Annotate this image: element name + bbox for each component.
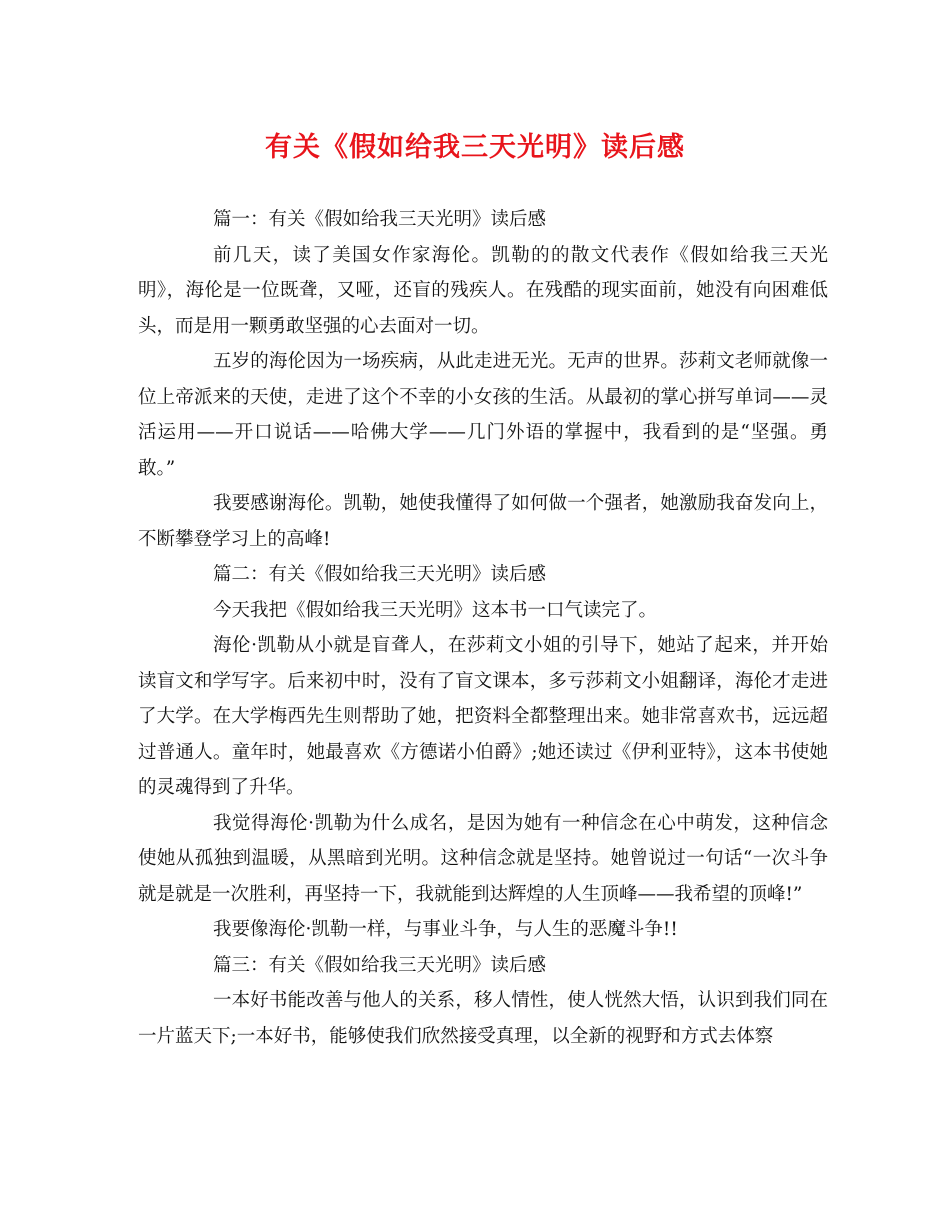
- section-heading-3: 篇三：有关《假如给我三天光明》读后感: [213, 954, 547, 976]
- paragraph: 我要感谢海伦。凯勒，她使我懂得了如何做一个强者，她激励我奋发向上，不断攀登学习上的高峰!: [138, 493, 828, 550]
- document-title: 有关《假如给我三天光明》读后感: [265, 132, 685, 163]
- paragraph: 今天我把《假如给我三天光明》这本书一口气读完了。: [213, 599, 658, 621]
- paragraph: 海伦·凯勒从小就是盲聋人，在莎莉文小姐的引导下，她站了起来，并开始读盲文和学写字。后来初中时，没有了盲文课本，多亏莎莉文小姐翻译，海伦才走进了大学。在大学梅西先生则帮助了她，把资料全都整理出来。她非常喜欢书，远远超过普通人。童年时，她最喜欢《方德诺小伯爵》;她还读过《伊利亚特》，这本书使她的灵魂得到了升华。: [138, 635, 828, 798]
- paragraph: 前几天，读了美国女作家海伦。凯勒的的散文代表作《假如给我三天光明》，海伦是一位既聋，又哑，还盲的残疾人。在残酷的现实面前，她没有向困难低头，而是用一颗勇敢坚强的心去面对一切。: [138, 244, 828, 337]
- paragraph: 五岁的海伦因为一场疾病，从此走进无光。无声的世界。莎莉文老师就像一位上帝派来的天使，走进了这个不幸的小女孩的生活。从最初的掌心拼写单词——灵活运用——开口说话——哈佛大学——几门外语的掌握中，我看到的是“坚强。勇敢。”: [138, 351, 828, 479]
- section-heading-2: 篇二：有关《假如给我三天光明》读后感: [213, 564, 547, 585]
- section-heading-1: 篇一：有关《假如给我三天光明》读后感: [213, 209, 547, 230]
- paragraph: 我要像海伦·凯勒一样，与事业斗争，与人生的恶魔斗争!!: [213, 919, 678, 940]
- paragraph: 一本好书能改善与他人的关系，移人情性，使人恍然大悟，认识到我们同在一片蓝天下;一本好书，能够使我们欣然接受真理，以全新的视野和方式去体察: [138, 990, 828, 1047]
- document-body: [138, 202, 828, 1054]
- paragraph: 我觉得海伦·凯勒为什么成名，是因为她有一种信念在心中萌发，这种信念使她从孤独到温暖，从黑暗到光明。这种信念就是坚持。她曾说过一句话“一次斗争就是就是一次胜利，再坚持一下，我就能到达辉煌的人生顶峰——我希望的顶峰!”: [138, 812, 828, 905]
